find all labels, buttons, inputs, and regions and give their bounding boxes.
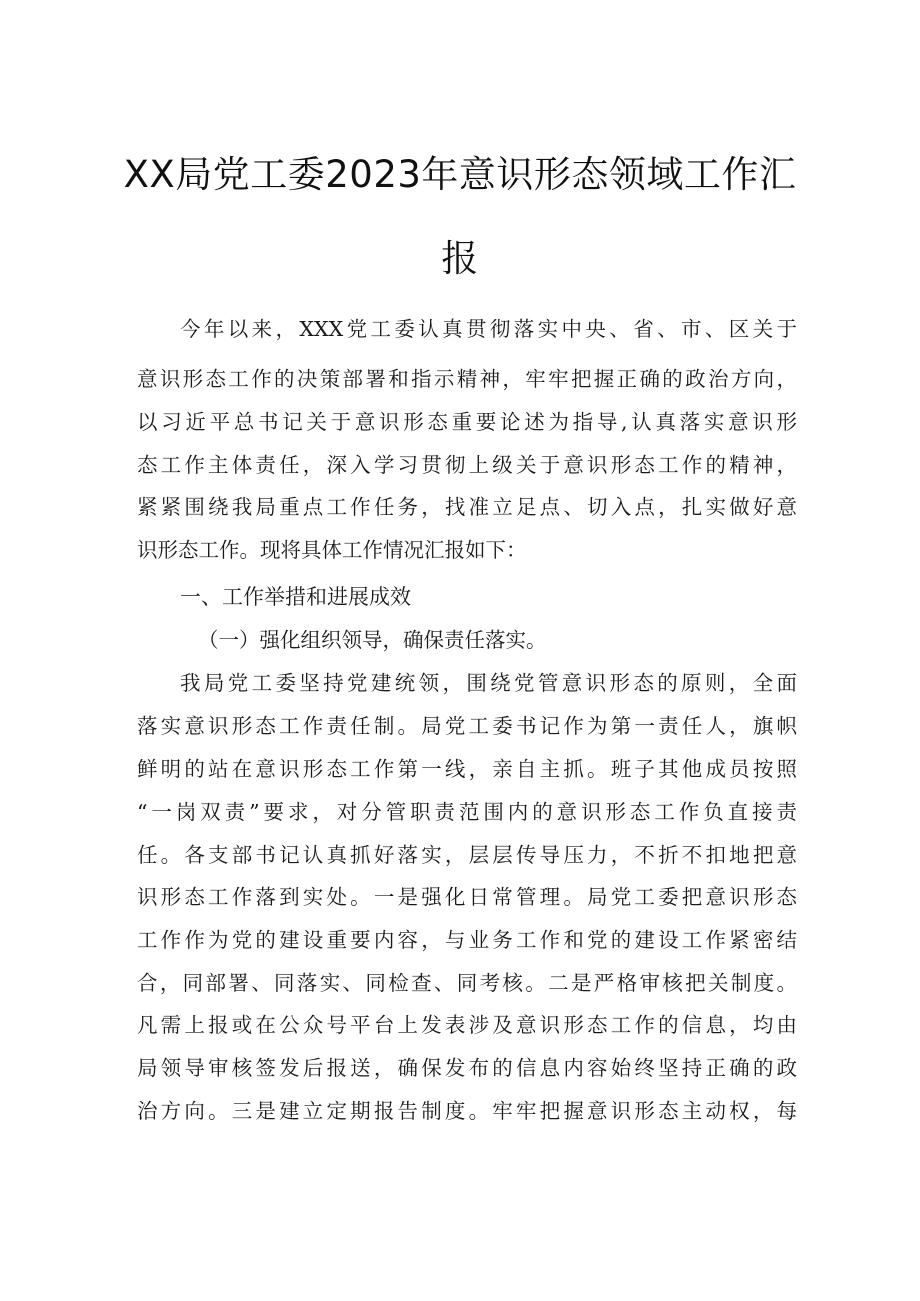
body-line: “一岗双责”要求，对分管职责范围内的意识形态工作负直接责 — [137, 800, 797, 824]
body-line: 鲜明的站在意识形态工作第一线，亲自主抓。班子其他成员按照 — [137, 757, 797, 781]
body-line: 局领导审核签发后报送，确保发布的信息内容始终坚持正确的政 — [137, 1056, 797, 1080]
subsection-heading: （一）强化组织领导，确保责任落实。 — [198, 628, 547, 652]
body-line: 我局党工委坚持党建统领，围绕党管意识形态的原则，全面 — [180, 671, 797, 695]
intro-line: 识形态工作。现将具体工作情况汇报如下： — [137, 538, 527, 562]
intro-line: 以习近平总书记关于意识形态重要论述为指导,认真落实意识形 — [137, 410, 797, 434]
body-line: 任。各支部书记认真抓好落实，层层传导压力，不折不扣地把意 — [137, 843, 797, 867]
body-line: 识形态工作落到实处。一是强化日常管理。局党工委把意识形态 — [137, 885, 797, 909]
body-line: 工作作为党的建设重要内容，与业务工作和党的建设工作紧密结 — [137, 928, 797, 952]
body-line: 落实意识形态工作责任制。局党工委书记作为第一责任人，旗帜 — [137, 714, 797, 738]
intro-line: 今年以来，XXX党工委认真贯彻落实中央、省、市、区关于 — [180, 317, 797, 341]
body-line: 合，同部署、同落实、同检查、同考核。二是严格审核把关制度。 — [137, 971, 797, 995]
body-line: 治方向。三是建立定期报告制度。牢牢把握意识形态主动权，每 — [137, 1099, 797, 1123]
intro-line: 紧紧围绕我局重点工作任务，找准立足点、切入点，扎实做好意 — [137, 495, 797, 519]
document-title-line-2: 报 — [441, 237, 479, 280]
section-heading: 一、工作举措和进展成效 — [180, 585, 411, 609]
intro-line: 态工作主体责任，深入学习贯彻上级关于意识形态工作的精神， — [137, 453, 797, 477]
intro-line: 意识形态工作的决策部署和指示精神，牢牢把握正确的政治方向， — [137, 367, 797, 391]
document-title-line-1: XX局党工委2023年意识形态领域工作汇 — [123, 153, 797, 196]
body-line: 凡需上报或在公众号平台上发表涉及意识形态工作的信息，均由 — [137, 1013, 797, 1037]
